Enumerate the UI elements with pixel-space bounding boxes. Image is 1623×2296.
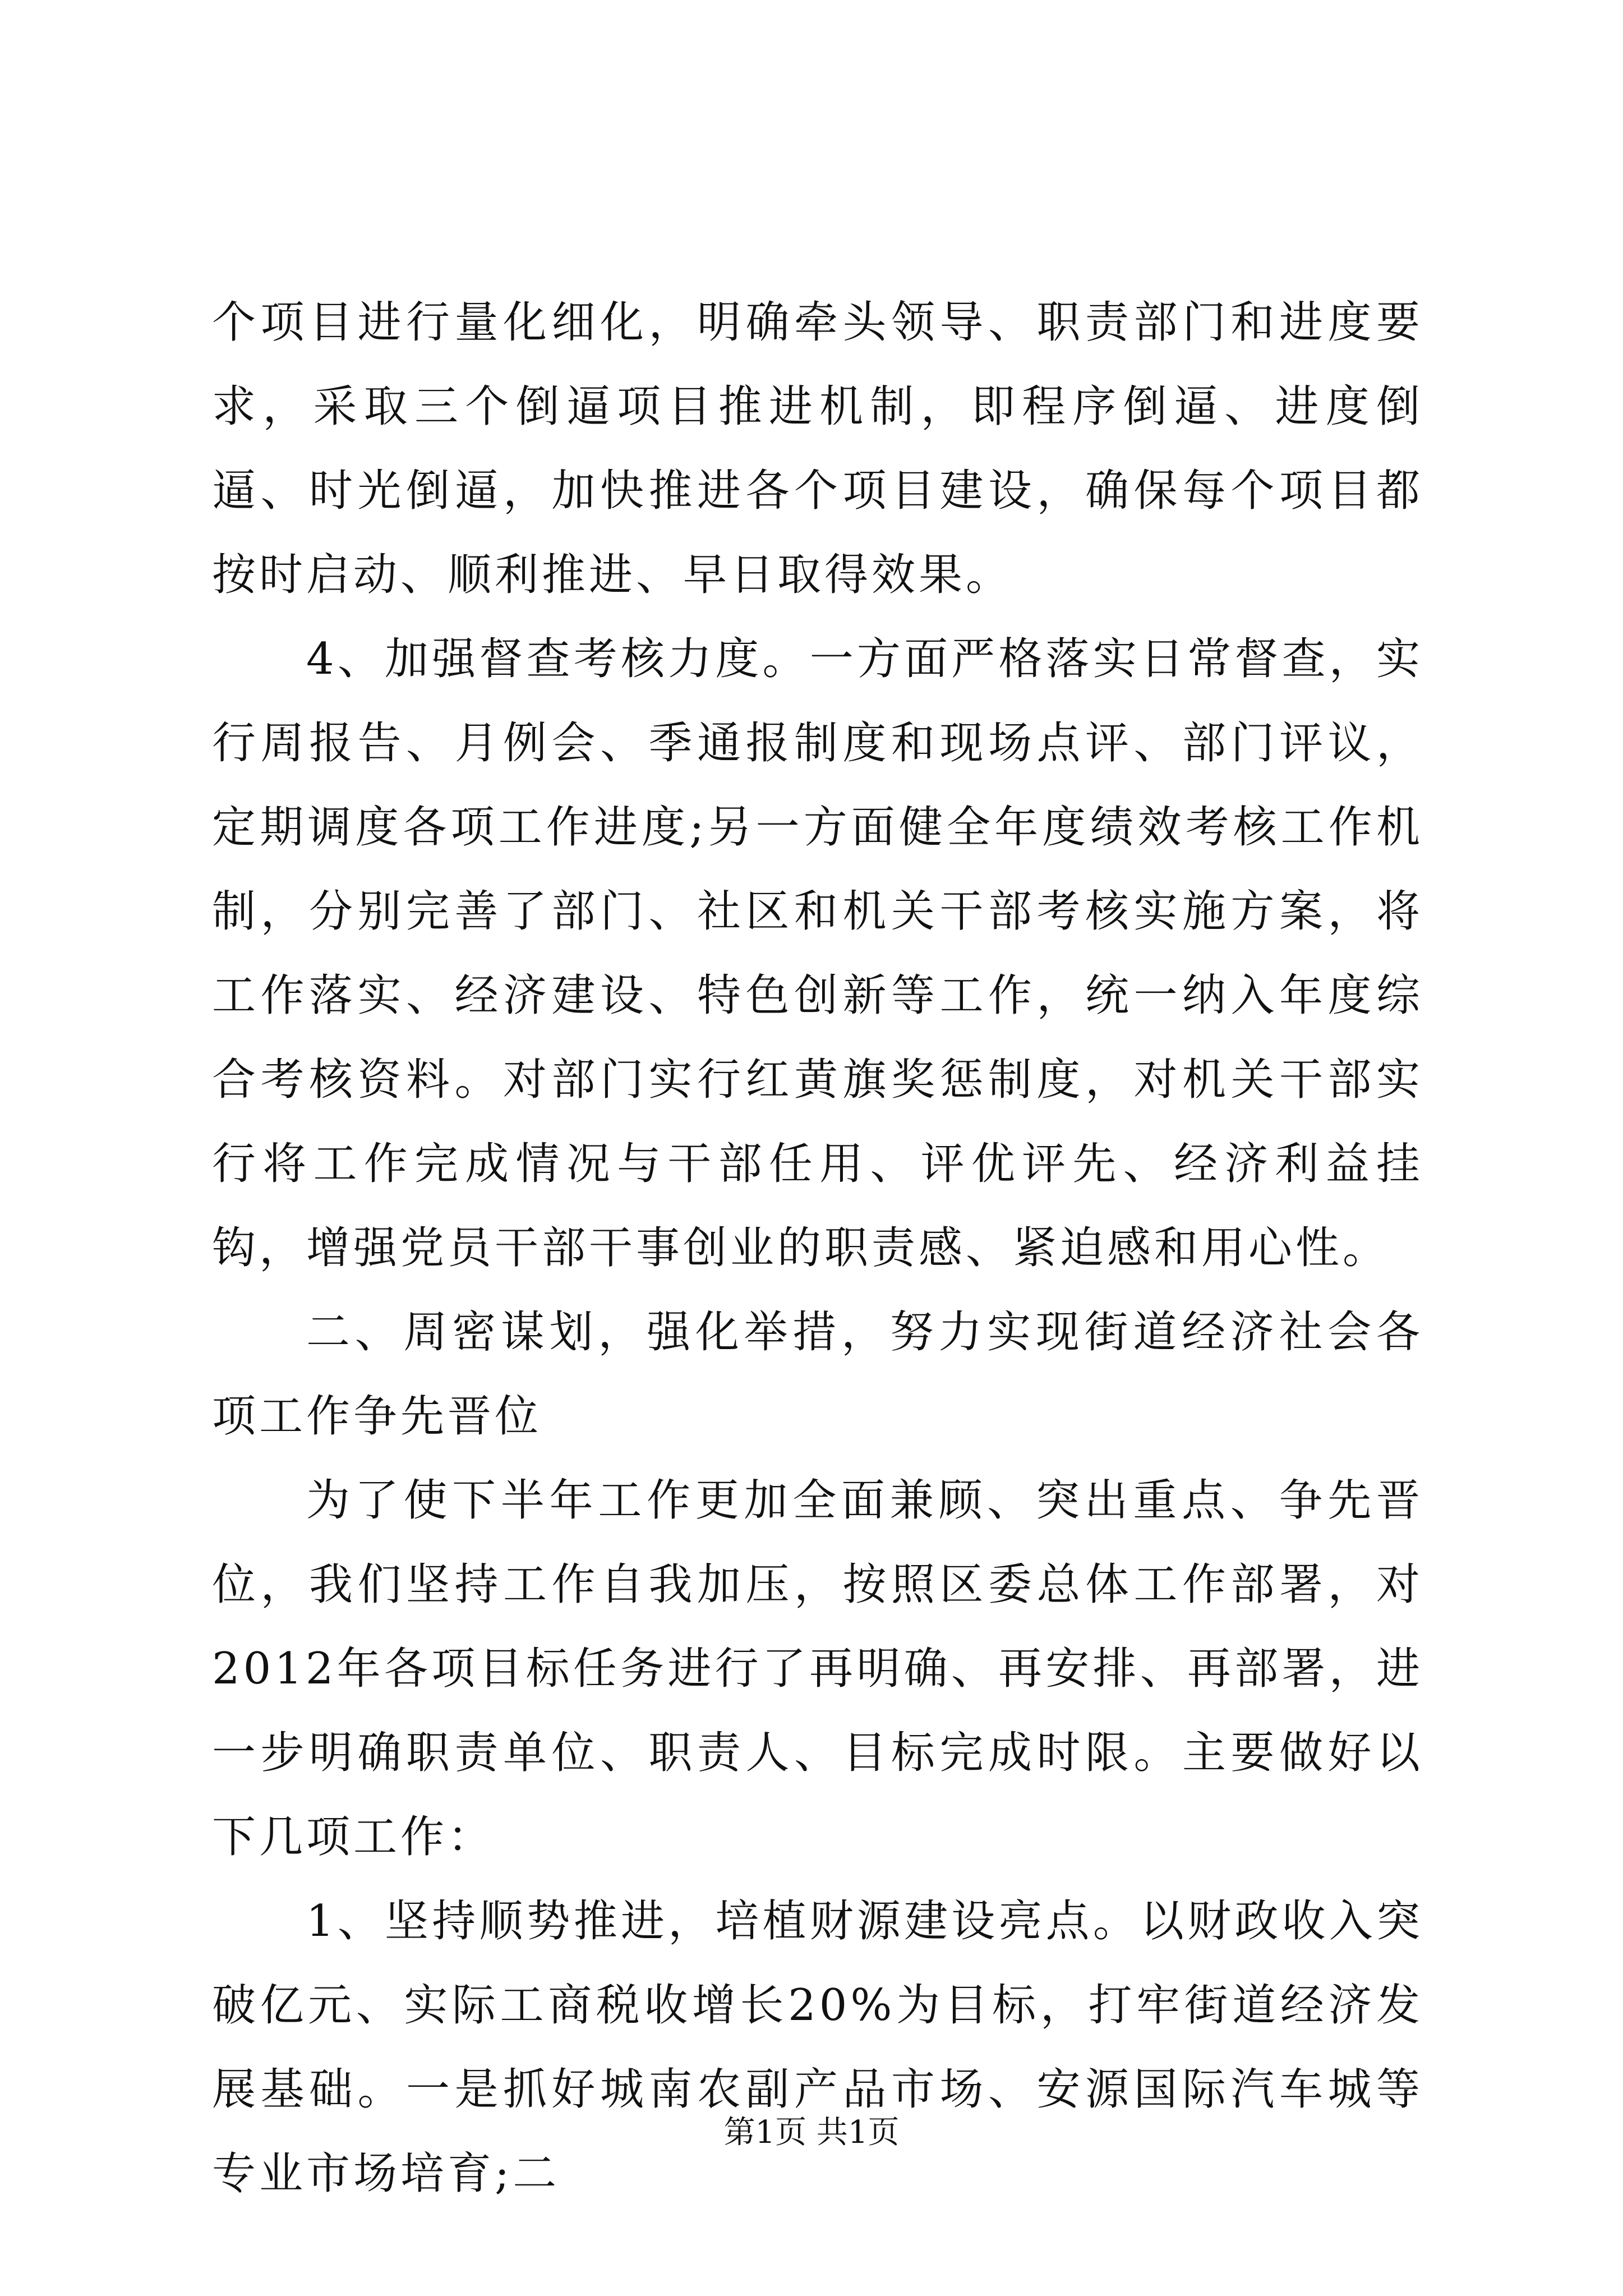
paragraph-project-quantification: 个项目进行量化细化，明确牵头领导、职责部门和进度要求，采取三个倒逼项目推进机制，即程序倒逼、进度倒逼、时光倒逼，加快推进各个项目建设，确保每个项目都按时启动、顺利推进、早日取得效果。 <box>212 297 1423 600</box>
paragraph-supervision-assessment: 4、加强督查考核力度。一方面严格落实日常督查，实行周报告、月例会、季通报制度和现场点评、部门评议，定期调度各项工作进度;另一方面健全年度绩效考核工作机制，分别完善了部门、社区和机关干部考核实施方案，将工作落实、经济建设、特色创新等工作，统一纳入年度综合考核资料。对部门实行红黄旗奖惩制度，对机关干部实行将工作完成情况与干部任用、评优评先、经济利益挂钩，增强党员干部干事创业的职责感、紧迫感和用心性。 <box>212 634 1423 1273</box>
paragraph-second-half-plan: 为了使下半年工作更加全面兼顾、突出重点、争先晋位，我们坚持工作自我加压，按照区委总体工作部署，对2012年各项目标任务进行了再明确、再安排、再部署，进一步明确职责单位、职责人、目标完成时限。主要做好以下几项工作： <box>212 1475 1423 1862</box>
page-number-footer: 第1页 共1页 <box>723 2114 900 2151</box>
section-heading-two: 二、周密谋划，强化举措，努力实现街道经济社会各项工作争先晋位 <box>212 1307 1423 1442</box>
document-body <box>212 280 1423 2216</box>
paragraph-fiscal-source: 1、坚持顺势推进，培植财源建设亮点。以财政收入突破亿元、实际工商税收增长20%为目标，打牢街道经济发展基础。一是抓好城南农副产品市场、安源国际汽车城等专业市场培育;二 <box>212 1896 1423 2199</box>
